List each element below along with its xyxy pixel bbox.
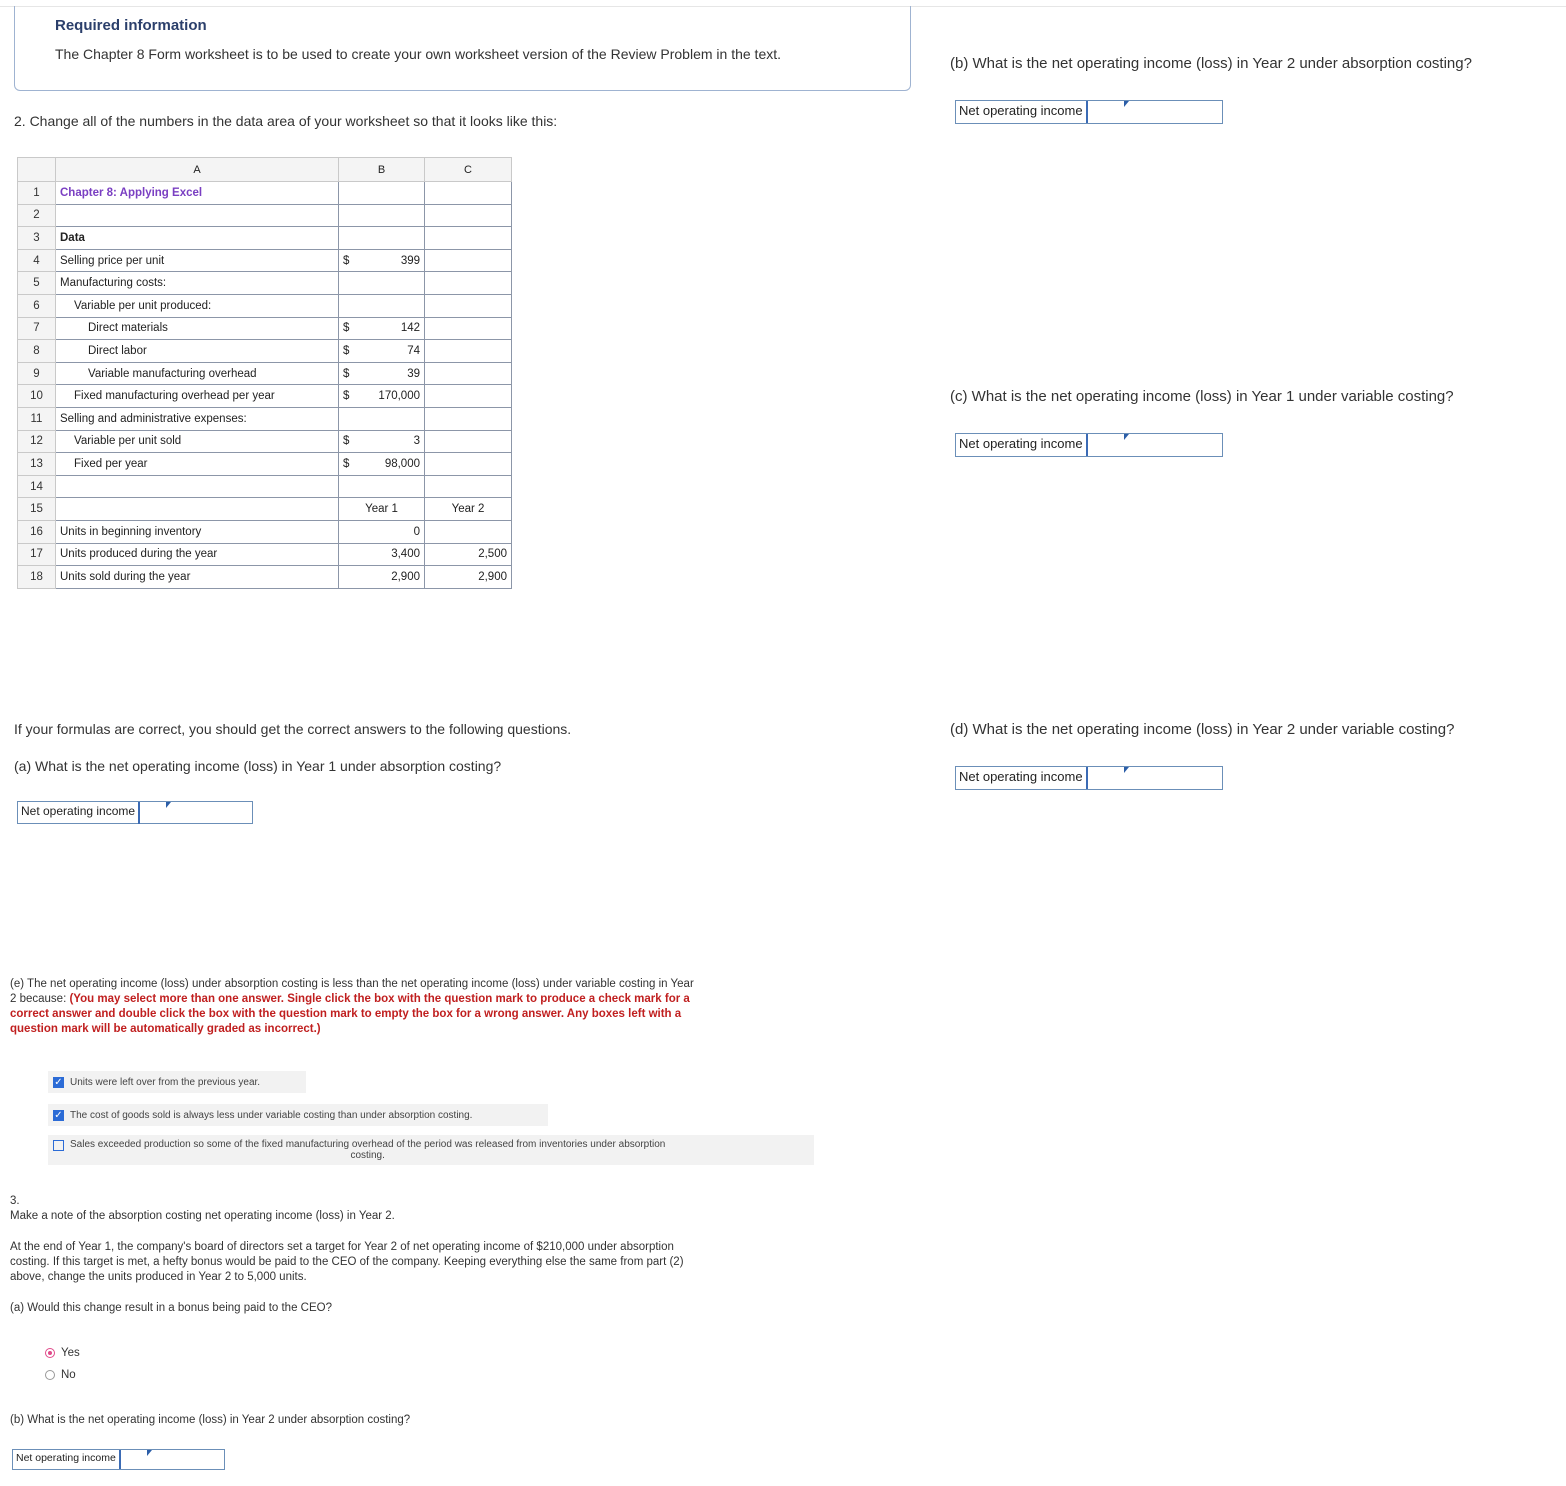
cell-b-value: 3,400 [391,548,420,561]
cell-b [339,317,425,340]
cell-a: Data [56,227,339,250]
check-intro: If your formulas are correct, you should get the correct answers to the following questions. [14,721,572,737]
part3-note: Make a note of the absorption costing net operating income (loss) in Year 2. [10,1210,395,1222]
cell-c: Year 2 [425,498,512,521]
cell-b [339,430,425,453]
option-label: Sales exceeded production so some of the fixed manufacturing overhead of the period was released from inventories under absorption [70,1139,666,1150]
cell-a: Fixed per year [56,453,339,476]
cell-c [425,204,512,227]
cell-a [56,498,339,521]
cell-b [339,272,425,295]
option-units-left-over[interactable] [48,1071,306,1093]
sheet-row [18,227,512,250]
part-e-text-line2-start: 2 because: [10,993,70,1005]
answer-label: Net operating income [18,802,140,824]
question-b: (b) What is the net operating income (loss) in Year 2 under absorption costing? [950,55,1472,72]
row-number: 13 [18,453,56,476]
sheet-row [18,407,512,430]
question-d: (d) What is the net operating income (loss) in Year 2 under variable costing? [950,721,1455,738]
col-header-c: C [425,158,512,182]
col-header-b: B [339,158,425,182]
flag-icon [147,1450,152,1456]
cell-a: Chapter 8: Applying Excel [56,182,339,205]
cell-a: Units sold during the year [56,566,339,589]
cell-b [339,543,425,566]
question-c: (c) What is the net operating income (loss) in Year 1 under variable costing? [950,388,1454,405]
cell-a: Units in beginning inventory [56,520,339,543]
cell-b [339,453,425,476]
row-number: 3 [18,227,56,250]
cell-b [339,566,425,589]
cell-b [339,204,425,227]
cell-b-value: 98,000 [384,457,420,470]
cell-c [425,340,512,363]
answer-d-input[interactable] [1088,767,1268,789]
cell-b-value: 3 [413,435,420,448]
option-label-wrap [70,1139,665,1161]
currency-symbol: $ [343,435,350,448]
row-number: 10 [18,385,56,408]
cell-a: Variable per unit produced: [56,294,339,317]
radio-no-label: No [61,1369,76,1381]
answer-a-field[interactable] [17,801,253,824]
row-number: 6 [18,294,56,317]
cell-a: Direct materials [56,317,339,340]
cell-c [425,294,512,317]
answer-b-input[interactable] [1088,101,1268,123]
sheet-row [18,294,512,317]
row-number: 14 [18,475,56,498]
sheet-row [18,340,512,363]
part-e-text-line1: (e) The net operating income (loss) under absorption costing is less than the net operating income (loss) under variable costing in Year [10,978,694,990]
cell-a: Variable per unit sold [56,430,339,453]
sheet-row [18,543,512,566]
part2-intro: 2. Change all of the numbers in the data area of your worksheet so that it looks like this: [14,113,558,129]
cell-a: Selling price per unit [56,249,339,272]
currency-symbol: $ [343,367,350,380]
cell-a: Variable manufacturing overhead [56,362,339,385]
cell-b [339,385,425,408]
cell-c [425,362,512,385]
cell-c [425,520,512,543]
row-number: 11 [18,407,56,430]
currency-symbol: $ [343,457,350,470]
part3-answer-b-field[interactable] [12,1449,225,1470]
cell-b-value: 399 [400,254,420,267]
part3-number: 3. [10,1195,20,1207]
answer-label: Net operating income [13,1450,121,1469]
cell-c [425,475,512,498]
row-number: 15 [18,498,56,521]
sheet-row [18,249,512,272]
row-number: 17 [18,543,56,566]
cell-b [339,407,425,430]
cell-b [339,475,425,498]
required-info-text: The Chapter 8 Form worksheet is to be used to create your own worksheet version of the Review Problem in the text. [55,46,782,62]
cell-b [339,294,425,317]
cell-c [425,227,512,250]
currency-symbol: $ [343,322,350,335]
sheet-row [18,430,512,453]
part3-para-line1: At the end of Year 1, the company's board of directors set a target for Year 2 of net operating income of $210,000 under absorption [10,1241,674,1253]
sheet-row [18,453,512,476]
cell-b [339,498,425,521]
part-e-instructions-line4: question mark will be automatically graded as incorrect.) [10,1023,321,1035]
checkbox-empty-icon[interactable] [53,1140,64,1151]
currency-symbol: $ [343,390,350,403]
option-cogs-less[interactable] [48,1104,548,1126]
cell-c [425,453,512,476]
data-spreadsheet [17,157,512,589]
cell-c [425,317,512,340]
sheet-row [18,498,512,521]
cell-b-value: 74 [407,344,420,357]
part-e-text-line2 [10,993,690,1005]
cell-c: 2,500 [425,543,512,566]
sheet-row [18,362,512,385]
cell-a: Selling and administrative expenses: [56,407,339,430]
flag-icon [1124,434,1129,440]
cell-b [339,182,425,205]
answer-c-input[interactable] [1088,434,1268,456]
part-e-instructions-line3: correct answer and double click the box with the question mark to empty the box for a wrong answer. Any boxes left with a [10,1008,682,1020]
row-number: 7 [18,317,56,340]
cell-b-value: Year 1 [365,503,398,516]
cell-b [339,249,425,272]
required-info-title: Required information [55,17,207,34]
part3-question-b: (b) What is the net operating income (loss) in Year 2 under absorption costing? [10,1414,411,1426]
sheet-row [18,475,512,498]
cell-b [339,340,425,363]
cell-b [339,362,425,385]
option-label: The cost of goods sold is always less under variable costing than under absorption costing. [70,1109,473,1121]
cell-b [339,227,425,250]
part3-para-line3: above, change the units produced in Year 2 to 5,000 units. [10,1271,307,1283]
cell-c [425,407,512,430]
col-header-a: A [56,158,339,182]
flag-icon [1124,101,1129,107]
cell-c [425,385,512,408]
currency-symbol: $ [343,254,350,267]
cell-b-value: 0 [413,525,420,538]
option-label: Units were left over from the previous year. [70,1076,261,1088]
cell-a [56,475,339,498]
sheet-corner [18,158,56,182]
cell-b-value: 170,000 [378,390,420,403]
cell-c [425,182,512,205]
answer-d-field[interactable] [955,766,1223,790]
checkbox-checked-icon[interactable]: ✓ [54,1076,63,1088]
cell-c [425,430,512,453]
sheet-row [18,385,512,408]
row-number: 16 [18,520,56,543]
radio-yes[interactable] [45,1348,55,1358]
cell-b-value: 39 [407,367,420,380]
row-number: 12 [18,430,56,453]
cell-a: Fixed manufacturing overhead per year [56,385,339,408]
part3-question-a: (a) Would this change result in a bonus being paid to the CEO? [10,1302,332,1314]
part-e-instructions: (You may select more than one answer. Single click the box with the question mark to produce a check mark for a [69,993,690,1005]
row-number: 9 [18,362,56,385]
part3-para-line2: costing. If this target is met, a hefty bonus would be paid to the CEO of the company. Keeping everything else the same from part (2) [10,1256,684,1268]
sheet-row [18,317,512,340]
cell-b-value: 2,900 [391,570,420,583]
sheet-row [18,272,512,295]
sheet-row [18,566,512,589]
currency-symbol: $ [343,344,350,357]
answer-label: Net operating income [956,434,1088,456]
sheet-row [18,204,512,227]
row-number: 4 [18,249,56,272]
cell-a [56,204,339,227]
question-a: (a) What is the net operating income (loss) in Year 1 under absorption costing? [14,758,502,774]
radio-no[interactable] [45,1370,55,1380]
cell-a: Units produced during the year [56,543,339,566]
option-sales-exceeded[interactable] [48,1135,814,1165]
cell-c: 2,900 [425,566,512,589]
cell-b [339,520,425,543]
sheet-row [18,182,512,205]
answer-label: Net operating income [956,767,1088,789]
option-label-cont: costing. [350,1150,385,1161]
answer-c-field[interactable] [955,433,1223,457]
cell-c [425,272,512,295]
row-number: 8 [18,340,56,363]
cell-a: Manufacturing costs: [56,272,339,295]
row-number: 18 [18,566,56,589]
sheet-row [18,520,512,543]
answer-label: Net operating income [956,101,1088,123]
flag-icon [166,802,171,808]
cell-c [425,249,512,272]
radio-yes-label: Yes [61,1347,80,1359]
cell-b-value: 142 [400,322,420,335]
checkbox-checked-icon[interactable]: ✓ [54,1109,63,1121]
cell-a: Direct labor [56,340,339,363]
flag-icon [1124,767,1129,773]
answer-b-field[interactable] [955,100,1223,124]
row-number: 5 [18,272,56,295]
row-number: 1 [18,182,56,205]
row-number: 2 [18,204,56,227]
